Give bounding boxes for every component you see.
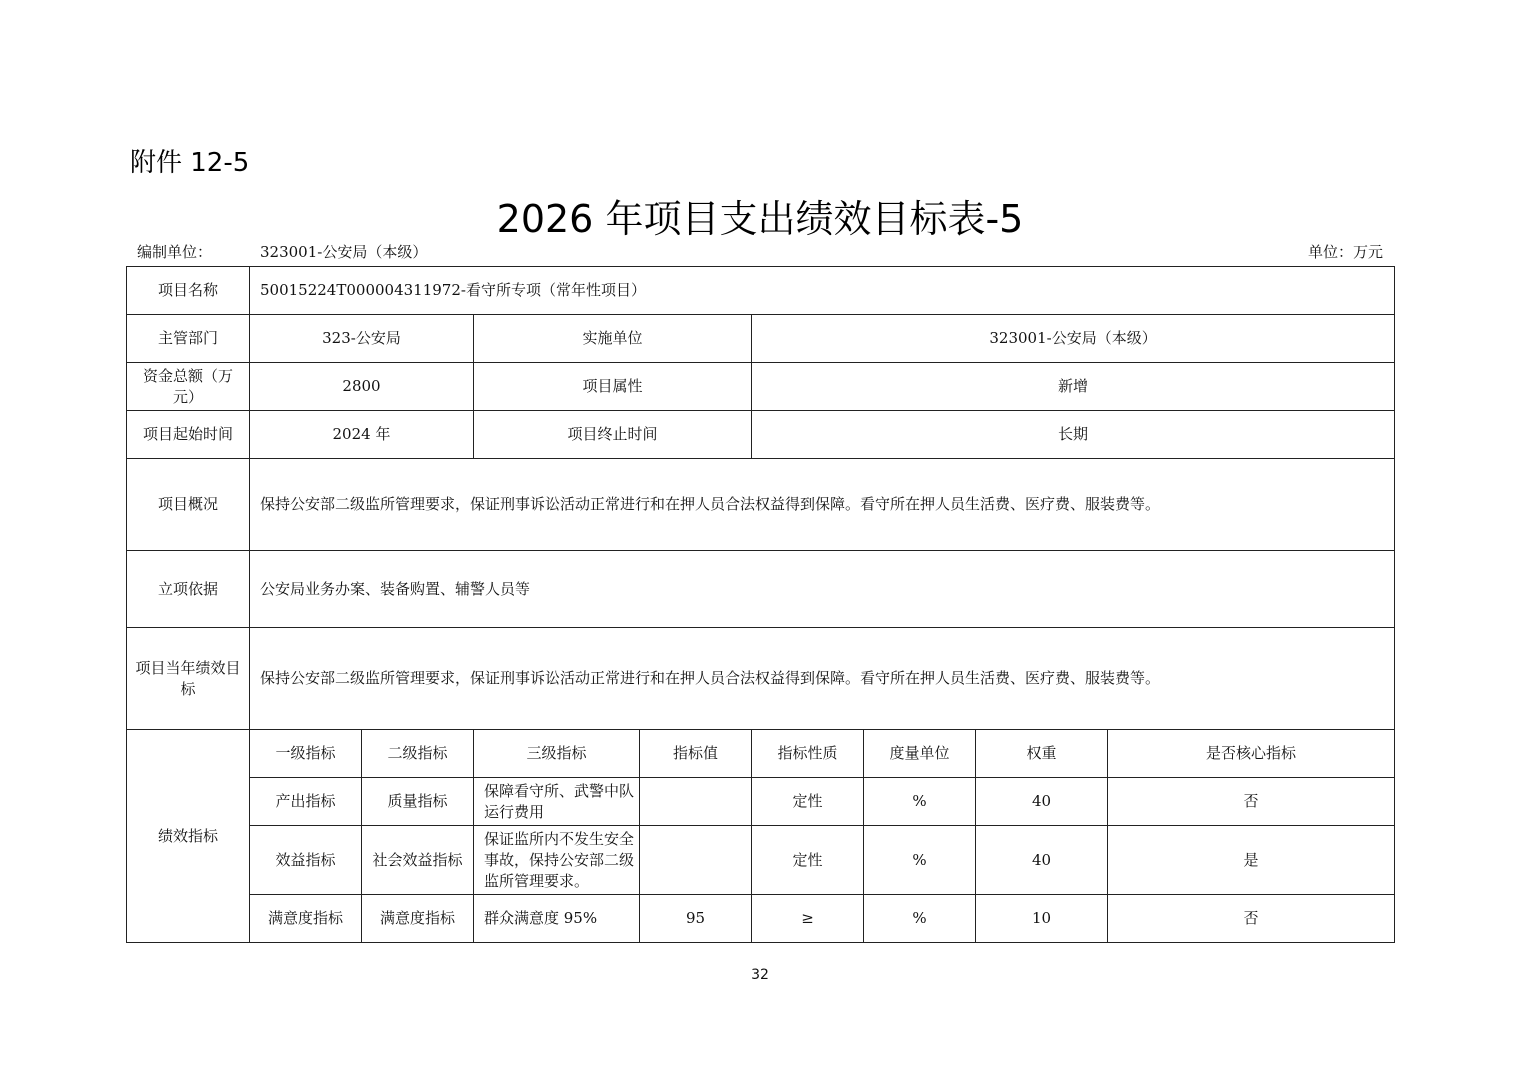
end-time-label: 项目终止时间 bbox=[474, 411, 752, 459]
overview-label: 项目概况 bbox=[127, 459, 250, 551]
money-unit-label: 单位：万元 bbox=[1307, 243, 1383, 261]
attachment-label: 附件 12-5 bbox=[130, 148, 250, 178]
weight-cell: 40 bbox=[976, 778, 1108, 826]
indicator-header-row bbox=[127, 730, 1395, 778]
project-name-label: 项目名称 bbox=[127, 267, 250, 315]
performance-target-table bbox=[126, 266, 1395, 943]
start-time-value: 2024 年 bbox=[250, 411, 474, 459]
table-row bbox=[127, 826, 1395, 895]
attribute-value: 新增 bbox=[752, 363, 1395, 411]
overview-value: 保持公安部二级监所管理要求，保证刑事诉讼活动正常进行和在押人员合法权益得到保障。看守所在押人员生活费、医疗费、服装费等。 bbox=[250, 459, 1395, 551]
page-title: 2026 年项目支出绩效目标表-5 bbox=[496, 197, 1024, 241]
nature-cell: 定性 bbox=[752, 826, 864, 895]
basis-row bbox=[127, 551, 1395, 628]
impl-unit-label: 实施单位 bbox=[474, 315, 752, 363]
header-nature: 指标性质 bbox=[752, 730, 864, 778]
attribute-label: 项目属性 bbox=[474, 363, 752, 411]
impl-unit-value: 323001-公安局（本级） bbox=[752, 315, 1395, 363]
start-time-label: 项目起始时间 bbox=[127, 411, 250, 459]
value-cell bbox=[640, 826, 752, 895]
basis-label: 立项依据 bbox=[127, 551, 250, 628]
page-number: 32 bbox=[751, 967, 769, 983]
performance-indicators-label: 绩效指标 bbox=[127, 730, 250, 943]
project-name-row bbox=[127, 267, 1395, 315]
header-weight: 权重 bbox=[976, 730, 1108, 778]
level3-cell: 保障看守所、武警中队运行费用 bbox=[474, 778, 640, 826]
unit-cell: % bbox=[864, 826, 976, 895]
core-cell: 否 bbox=[1108, 895, 1395, 943]
core-cell: 是 bbox=[1108, 826, 1395, 895]
header-unit: 度量单位 bbox=[864, 730, 976, 778]
weight-cell: 40 bbox=[976, 826, 1108, 895]
level2-cell: 社会效益指标 bbox=[362, 826, 474, 895]
header-core: 是否核心指标 bbox=[1108, 730, 1395, 778]
header-level1: 一级指标 bbox=[250, 730, 362, 778]
department-row bbox=[127, 315, 1395, 363]
level1-cell: 效益指标 bbox=[250, 826, 362, 895]
value-cell bbox=[640, 778, 752, 826]
level2-cell: 质量指标 bbox=[362, 778, 474, 826]
nature-cell: ≥ bbox=[752, 895, 864, 943]
unit-cell: % bbox=[864, 895, 976, 943]
weight-cell: 10 bbox=[976, 895, 1108, 943]
level1-cell: 满意度指标 bbox=[250, 895, 362, 943]
annual-goal-row bbox=[127, 628, 1395, 730]
header-level2: 二级指标 bbox=[362, 730, 474, 778]
dept-label: 主管部门 bbox=[127, 315, 250, 363]
dept-value: 323-公安局 bbox=[250, 315, 474, 363]
funds-value: 2800 bbox=[250, 363, 474, 411]
header-value: 指标值 bbox=[640, 730, 752, 778]
level1-cell: 产出指标 bbox=[250, 778, 362, 826]
compiling-unit-label: 编制单位： bbox=[137, 243, 213, 261]
level3-cell: 群众满意度 95% bbox=[474, 895, 640, 943]
period-row bbox=[127, 411, 1395, 459]
funds-row bbox=[127, 363, 1395, 411]
header-level3: 三级指标 bbox=[474, 730, 640, 778]
overview-row bbox=[127, 459, 1395, 551]
table-row bbox=[127, 895, 1395, 943]
annual-goal-label: 项目当年绩效目标 bbox=[127, 628, 250, 730]
level2-cell: 满意度指标 bbox=[362, 895, 474, 943]
value-cell: 95 bbox=[640, 895, 752, 943]
nature-cell: 定性 bbox=[752, 778, 864, 826]
end-time-value: 长期 bbox=[752, 411, 1395, 459]
project-name-value: 50015224T000004311972-看守所专项（常年性项目） bbox=[250, 267, 1395, 315]
annual-goal-value: 保持公安部二级监所管理要求，保证刑事诉讼活动正常进行和在押人员合法权益得到保障。看守所在押人员生活费、医疗费、服装费等。 bbox=[250, 628, 1395, 730]
unit-cell: % bbox=[864, 778, 976, 826]
compiling-unit-value: 323001-公安局（本级） bbox=[260, 243, 428, 261]
level3-cell: 保证监所内不发生安全事故，保持公安部二级监所管理要求。 bbox=[474, 826, 640, 895]
table-row bbox=[127, 778, 1395, 826]
funds-label: 资金总额（万元） bbox=[127, 363, 250, 411]
core-cell: 否 bbox=[1108, 778, 1395, 826]
basis-value: 公安局业务办案、装备购置、辅警人员等 bbox=[250, 551, 1395, 628]
